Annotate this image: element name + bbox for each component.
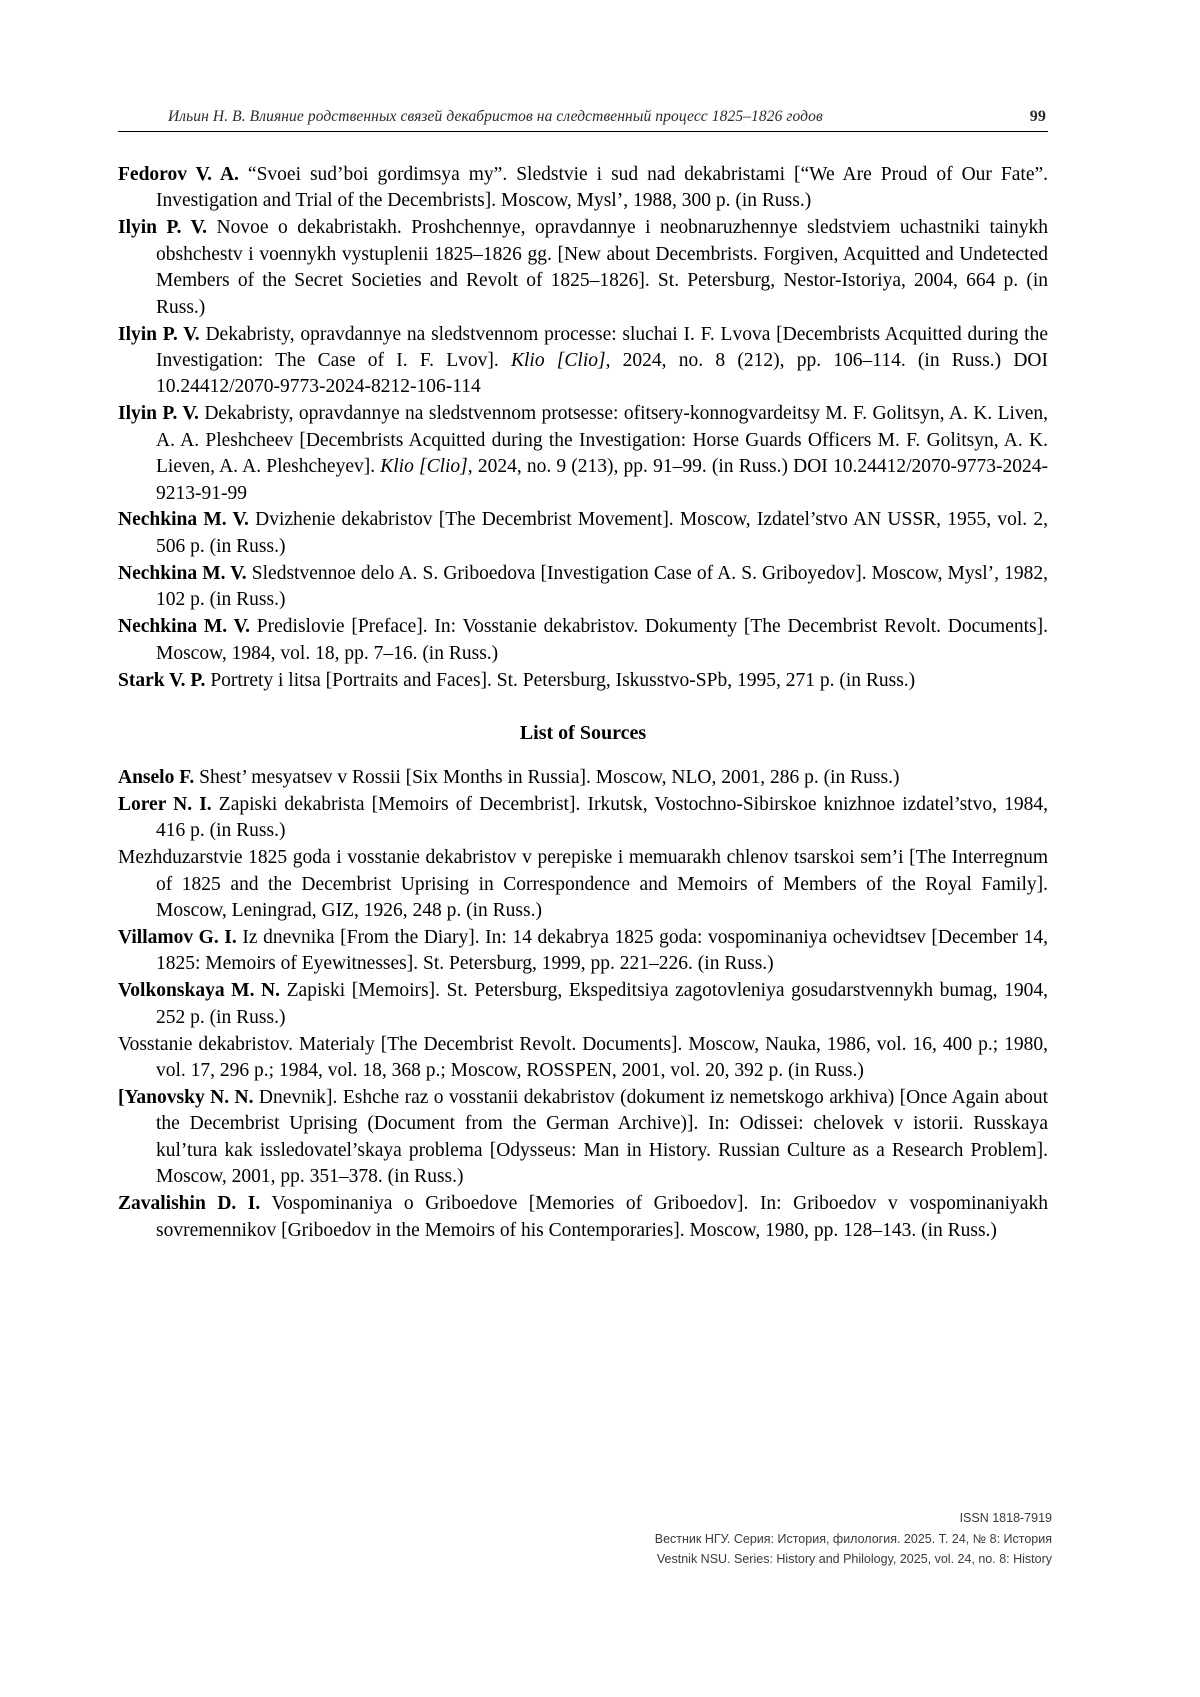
footer-journal-en: Vestnik NSU. Series: History and Philology, 2025, vol. 24, no. 8: History — [656, 1551, 1052, 1566]
source-author: Lorer N. I. — [118, 793, 212, 815]
reference-text: Dekabristy, opravdannye na sledstvennom processe: sluchai I. F. Lvova [Decembrists Acquitted during the Investigation: The Case of I. F. Lvov]. — [156, 323, 1048, 371]
source-text: Iz dnevnika [From the Diary]. In: 14 dekabrya 1825 goda: vospominaniya ochevidtsev [December 14, 1825: Memoirs of Eyewitnesses]. St. Petersburg, 1999, pp. 221–226. (in Russ.) — [156, 926, 1048, 975]
reference-text-cont: , 2024, no. 8 (212), pp. 106–114. (in Russ.) DOI 10.24412/2070-9773-2024-8212-106-114 — [156, 349, 1048, 398]
page-footer — [655, 1508, 1052, 1569]
source-text: Vospominaniya o Griboedove [Memories of Griboedov]. In: Griboedov v vospominaniyakh sovremennikov [Griboedov in the Memoirs of his Contemporaries]. Moscow, 1980, pp. 128–143. (in Russ.) — [156, 1193, 1048, 1241]
reference-author: Ilyin P. V. — [118, 323, 200, 345]
page-number: 99 — [1029, 108, 1046, 125]
reference-text: Portrety i litsa [Portraits and Faces]. St. Petersburg, Iskusstvo-SPb, 1995, 271 p. (in Russ.) — [205, 669, 916, 691]
source-entry — [118, 765, 1048, 791]
reference-author: Nechkina M. V. — [118, 616, 251, 638]
references-list — [118, 162, 1048, 694]
source-entry — [118, 1191, 1048, 1244]
reference-entry — [118, 561, 1048, 614]
page-content — [118, 108, 1048, 1245]
source-author: Volkonskaya M. N. — [118, 980, 281, 1002]
source-text: Zapiski [Memoirs]. St. Petersburg, Ekspeditsiya zagotovleniya gosudarstvennykh bumag, 1904, 252 p. (in Russ.) — [156, 980, 1048, 1028]
source-entry — [118, 1085, 1048, 1191]
running-head-title: Ильин Н. В. Влияние родственных связей декабристов на следственный процесс 1825–1826 годов — [168, 108, 823, 125]
reference-author: Nechkina M. V. — [118, 509, 249, 531]
source-entry — [118, 845, 1048, 924]
reference-text: Sledstvennoe delo A. S. Griboedova [Investigation Case of A. S. Griboyedov]. Moscow, Mysl’, 1982, 102 p. (in Russ.) — [156, 562, 1048, 611]
reference-entry — [118, 507, 1048, 560]
reference-text: “Svoei sud’boi gordimsya my”. Sledstvie i sud nad dekabristami [“We Are Proud of Our Fate”. Investigation and Trial of the Decembrists]. Moscow, Mysl’, 1988, 300 p. (in Russ.) — [156, 164, 1048, 212]
source-author: Villamov G. I. — [118, 926, 237, 948]
footer-journal-ru: Вестник НГУ. Серия: История, филология. 2025. Т. 24, № 8: История — [654, 1531, 1052, 1546]
source-text: Shest’ mesyatsev v Rossii [Six Months in Russia]. Moscow, NLO, 2001, 286 p. (in Russ.) — [194, 766, 900, 788]
reference-entry — [118, 614, 1048, 667]
reference-journal: Klio [Clio] — [510, 349, 606, 371]
reference-entry — [118, 401, 1048, 507]
reference-author: Ilyin P. V. — [118, 217, 208, 239]
reference-entry — [118, 215, 1048, 321]
reference-text: Predislovie [Preface]. In: Vosstanie dekabristov. Dokumenty [The Decembrist Revolt. Documents]. Moscow, 1984, vol. 18, pp. 7–16. (in Russ.) — [156, 616, 1048, 664]
source-author: Zavalishin D. I. — [118, 1193, 261, 1215]
reference-text: Dekabristy, opravdannye na sledstvennom protsesse: ofitsery-konnogvardeitsy M. F. Golitsyn, A. K. Liven, A. A. Pleshcheev [Decembrists Acquitted during the Investigation: Horse Guards Officers M. F. Golitsyn, A. K. Lieven, A. A. Pleshcheyev]. — [156, 403, 1048, 478]
sources-list — [118, 765, 1048, 1244]
footer-issn: ISSN 1818-7919 — [959, 1511, 1052, 1526]
source-entry — [118, 925, 1048, 978]
reference-author: Ilyin P. V. — [118, 403, 199, 425]
source-entry — [118, 792, 1048, 845]
reference-author: Fedorov V. A. — [118, 164, 239, 185]
reference-journal: Klio [Clio] — [380, 456, 468, 478]
source-text: Dnevnik]. Eshche raz o vosstanii dekabristov (dokument iz nemetskogo arkhiva) [Once Again about the Decembrist Uprising (Document from the German Archive)]. In: Odissei: chelovek v istorii. Russkaya kul’tura kak issledovatel’skaya problema [Odysseus: Man in History. Russian Culture as a Research Problem]. Moscow, 2001, pp. 351–378. (in Russ.) — [156, 1087, 1049, 1188]
reference-text: Novoe o dekabristakh. Proshchennye, opravdannye i neobnaruzhennye sledstviem uchastniki tainykh obshchestv i voennykh vystuplenii 1825–1826 gg. [New about Decembrists. Forgiven, Acquitted and Undetected Members of the Secret Societies and Revolt of 1825–1826]. St. Petersburg, Nestor-Istoriya, 2004, 664 p. (in Russ.) — [156, 217, 1048, 318]
source-author: [Yanovsky N. N. — [118, 1087, 254, 1108]
reference-author: Stark V. P. — [118, 669, 206, 691]
reference-entry — [118, 162, 1048, 215]
reference-entry — [118, 322, 1048, 401]
running-head — [118, 108, 1048, 131]
source-text: Vosstanie dekabristov. Materialy [The Decembrist Revolt. Documents]. Moscow, Nauka, 1986, vol. 16, 400 p.; 1980, vol. 17, 296 p.; 1984, vol. 18, 368 p.; Moscow, ROSSPEN, 2001, vol. 20, 392 p. (in Russ.) — [118, 1033, 1048, 1082]
source-author: Anselo F. — [118, 766, 195, 788]
reference-author: Nechkina M. V. — [118, 562, 247, 584]
source-text: Mezhduzarstvie 1825 goda i vosstanie dekabristov v perepiske i memuarakh chlenov tsarskoi sem’i [The Interregnum of 1825 and the Decembrist Uprising in Correspondence and Memoirs of Members of the Royal Family]. Moscow, Leningrad, GIZ, 1926, 248 p. (in Russ.) — [118, 847, 1048, 922]
reference-entry — [118, 668, 1048, 694]
section-heading-list-of-sources: List of Sources — [519, 721, 647, 744]
reference-text-cont: , 2024, no. 9 (213), pp. 91–99. (in Russ.) DOI 10.24412/2070-9773-2024-9213-91-99 — [156, 456, 1048, 504]
source-entry — [118, 978, 1048, 1031]
header-divider — [118, 131, 1048, 132]
reference-text: Dvizhenie dekabristov [The Decembrist Movement]. Moscow, Izdatel’stvo AN USSR, 1955, vol. 2, 506 p. (in Russ.) — [156, 509, 1049, 557]
source-text: Zapiski dekabrista [Memoirs of Decembrist]. Irkutsk, Vostochno-Sibirskoe knizhnoe izdatel’stvo, 1984, 416 p. (in Russ.) — [156, 793, 1048, 842]
source-entry — [118, 1032, 1048, 1085]
